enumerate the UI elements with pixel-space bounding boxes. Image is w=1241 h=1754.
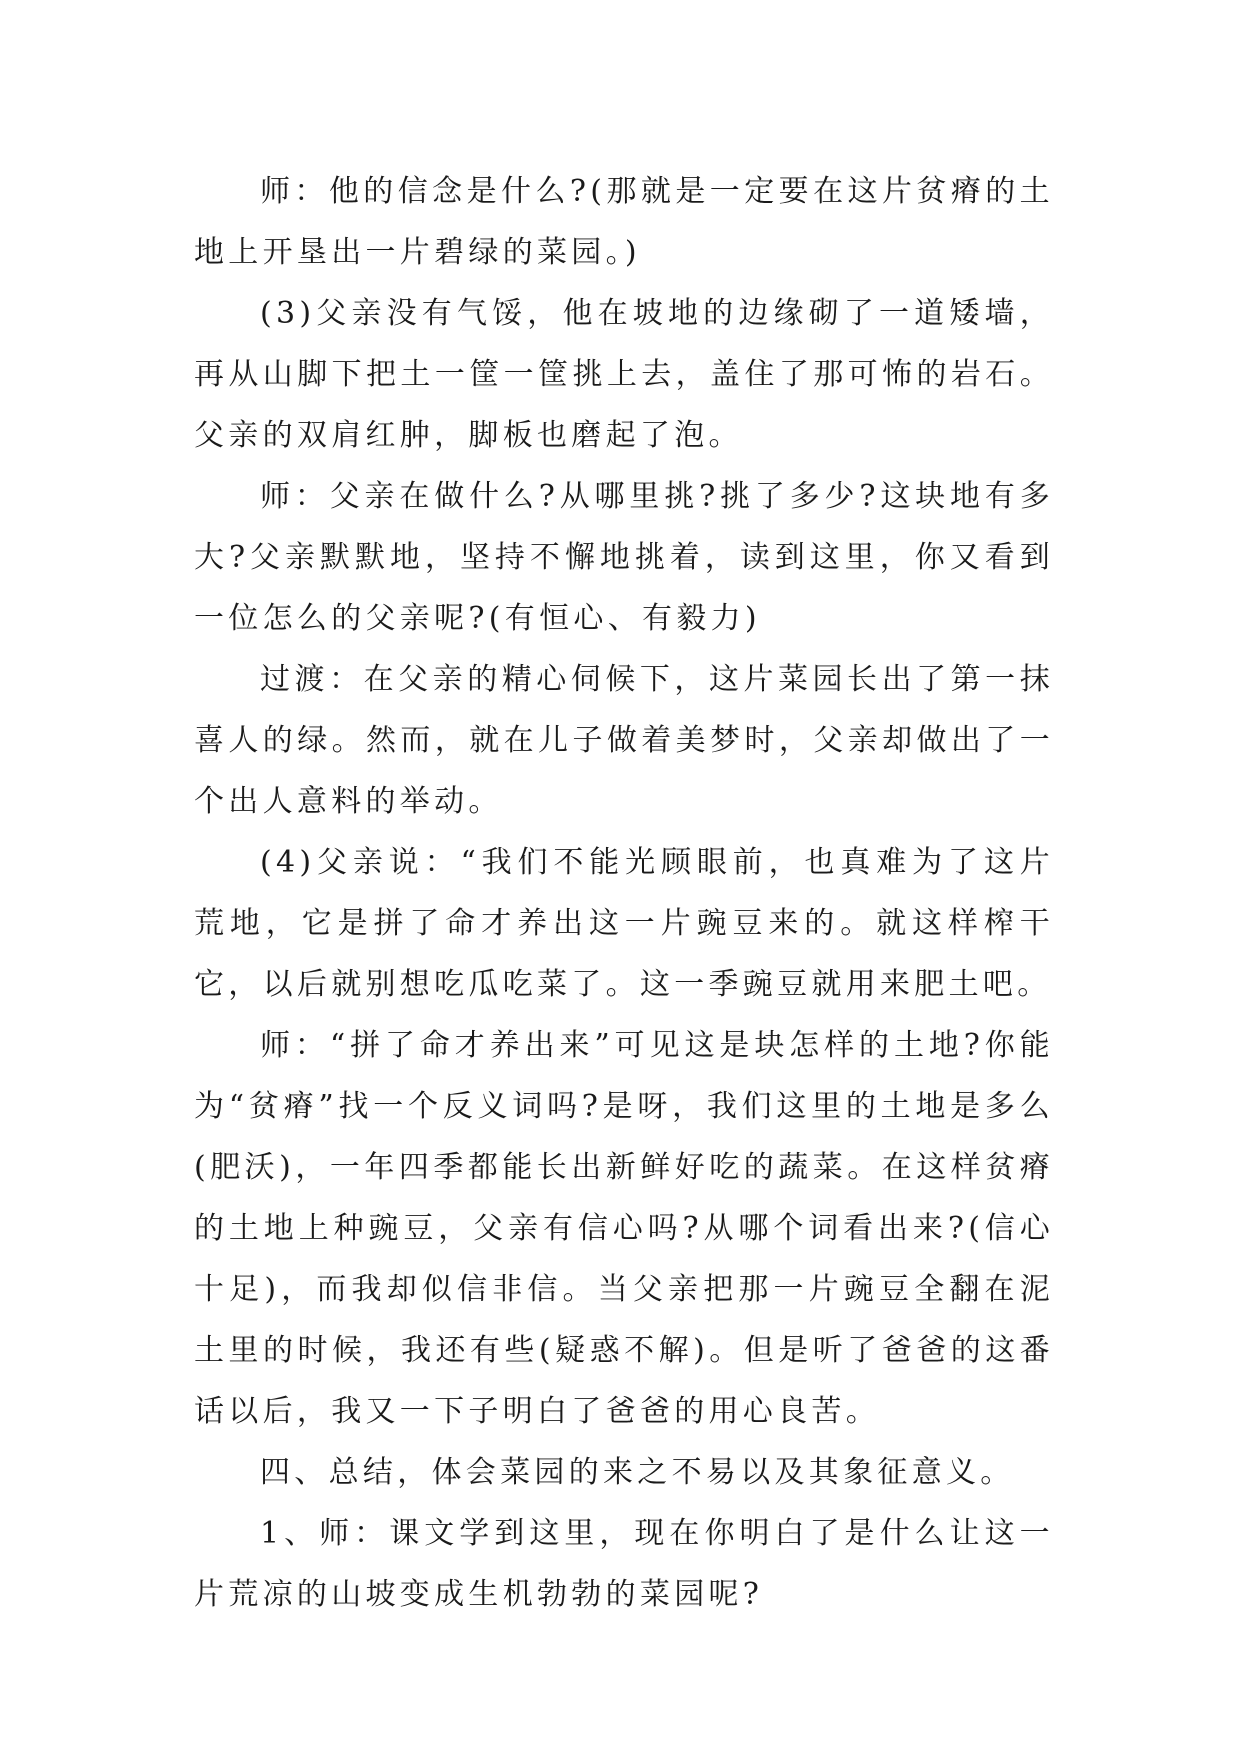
document-body [194,161,1054,1625]
paragraph: 师：“拼了命才养出来”可见这是块怎样的土地?你能为“贫瘠”找一个反义词吗?是呀，我们这里的土地是多么(肥沃)，一年四季都能长出新鲜好吃的蔬菜。在这样贫瘠的土地上种豌豆，父亲有信心吗?从哪个词看出来?(信心十足)，而我却似信非信。当父亲把那一片豌豆全翻在泥土里的时候，我还有些(疑惑不解)。但是听了爸爸的这番话以后，我又一下子明白了爸爸的用心良苦。 [194,1028,1054,1429]
paragraph: 1、师：课文学到这里，现在你明白了是什么让这一片荒凉的山坡变成生机勃勃的菜园呢? [194,1516,1054,1612]
paragraph: 师：父亲在做什么?从哪里挑?挑了多少?这块地有多大?父亲默默地，坚持不懈地挑着，读到这里，你又看到一位怎么的父亲呢?(有恒心、有毅力) [194,479,1054,636]
section-heading: 四、总结，体会菜园的来之不易以及其象征意义。 [260,1455,1015,1490]
paragraph: 过渡：在父亲的精心伺候下，这片菜园长出了第一抹喜人的绿。然而，就在儿子做着美梦时，父亲却做出了一个出人意料的举动。 [194,662,1054,819]
paragraph: (3)父亲没有气馁，他在坡地的边缘砌了一道矮墙，再从山脚下把土一筐一筐挑上去，盖住了那可怖的岩石。父亲的双肩红肿，脚板也磨起了泡。 [194,296,1054,453]
paragraph: (4)父亲说：“我们不能光顾眼前，也真难为了这片荒地，它是拼了命才养出这一片豌豆来的。就这样榨干它，以后就别想吃瓜吃菜了。这一季豌豆就用来肥土吧。 [194,845,1054,1002]
paragraph: 师：他的信念是什么?(那就是一定要在这片贫瘠的土地上开垦出一片碧绿的菜园。) [194,174,1054,270]
